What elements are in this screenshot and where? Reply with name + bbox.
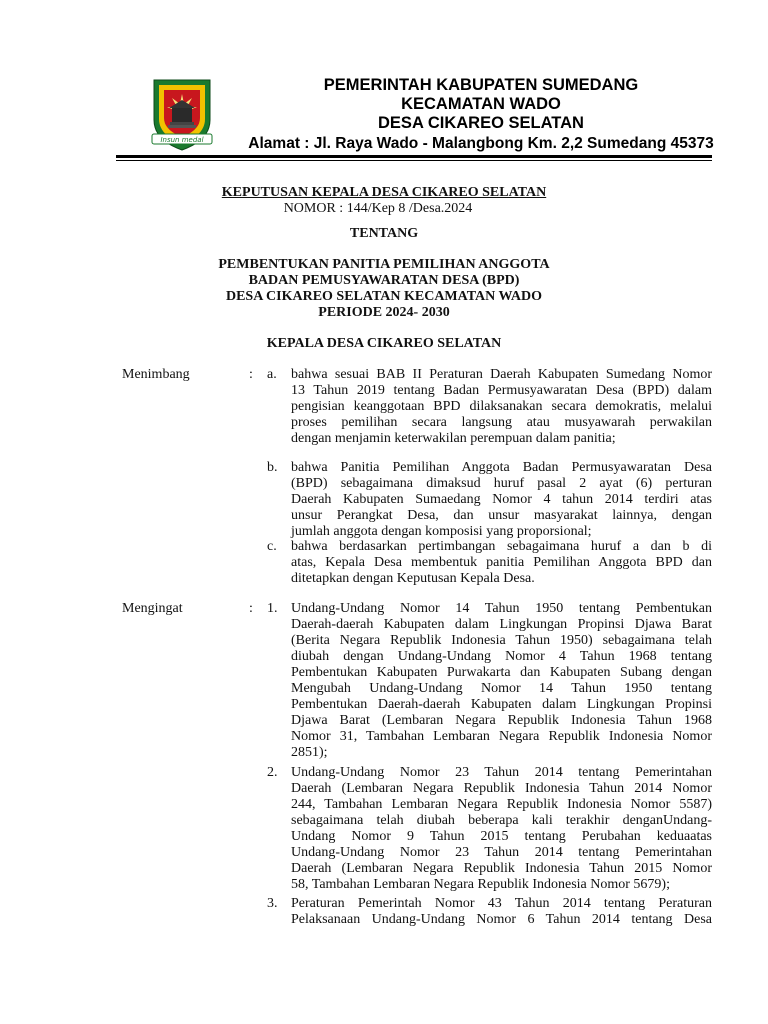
menimbang-colon: : — [249, 367, 253, 382]
decree-about: TENTANG — [349, 226, 419, 241]
letterhead-divider-thick — [116, 155, 712, 158]
letterhead — [236, 76, 726, 153]
decree-title: KEPUTUSAN KEPALA DESA CIKAREO SELATAN — [221, 185, 547, 200]
text-line: 58, Tambahan Lembaran Negara Republik Indonesia Nomor 5679); — [291, 877, 670, 892]
decree-subject-line: DESA CIKAREO SELATAN KECAMATAN WADO — [225, 289, 543, 304]
letterhead-village: DESA CIKAREO SELATAN — [378, 114, 584, 132]
decree-subject-line: PEMBENTUKAN PANITIA PEMILIHAN ANGGOTA — [218, 257, 550, 272]
text-line: atas, Kepala Desa membentuk panitia Pemilihan Anggota BPD dan — [291, 555, 712, 570]
text-line: diubah dengan Undang-Undang Nomor 4 Tahun 1968 tentang — [291, 649, 712, 664]
letterhead-district: KECAMATAN WADO — [401, 95, 561, 113]
letterhead-government: PEMERINTAH KABUPATEN SUMEDANG — [323, 76, 639, 94]
mengingat-marker-3: 3. — [267, 896, 278, 911]
text-line: 2851); — [291, 745, 328, 760]
mengingat-item-2 — [291, 765, 712, 893]
text-line: Daerah Kabupaten Sumaedang Nomor 4 tahun 2014 terdiri atas — [291, 492, 712, 507]
text-line: (Berita Negara Republik Indonesia Tahun 1950) sebagaimana telah — [291, 633, 712, 648]
menimbang-item-a — [291, 367, 712, 447]
regency-emblem-logo — [150, 76, 214, 152]
text-line: Pembentukan Daerah-daerah Kabupaten dalam Lingkungan Propinsi — [291, 697, 712, 712]
text-line: Undang-Undang Nomor 14 Tahun 1950 tentang Pembentukan — [291, 601, 712, 616]
menimbang-marker-b: b. — [267, 460, 278, 475]
text-line: Daerah (Lembaran Negara Republik Indonesia Tahun 2014 Nomor — [291, 781, 712, 796]
letterhead-address: Alamat : Jl. Raya Wado - Malangbong Km. 2,2 Sumedang 45373 — [248, 135, 714, 152]
text-line: proses pemilihan secara langsung atau musyawarah perwakilan — [291, 415, 712, 430]
mengingat-marker-2: 2. — [267, 765, 278, 780]
mengingat-item-1 — [291, 601, 712, 761]
text-line: Daerah (Lembaran Negara Republik Indonesia Tahun 2015 Nomor — [291, 861, 712, 876]
decree-number: NOMOR : 144/Kep 8 /Desa.2024 — [283, 201, 473, 216]
text-line: 244, Tambahan Lembaran Negara Republik Indonesia Nomor 5587) — [291, 797, 712, 812]
mengingat-item-3 — [291, 896, 712, 928]
menimbang-item-c — [291, 539, 712, 587]
text-line: dengan menjamin keterwakilan perempuan dalam panitia; — [291, 431, 616, 446]
text-line: Undang-Undang Nomor 23 Tahun 2014 tentang Pemerintahan — [291, 765, 712, 780]
text-line: pengisian keanggotaan BPD dilaksanakan secara demokratis, melalui — [291, 399, 712, 414]
text-line: Peraturan Pemerintah Nomor 43 Tahun 2014 tentang Peraturan — [291, 896, 712, 911]
letterhead-divider-thin — [116, 160, 712, 161]
text-line: unsur Perangkat Desa, dan unsur masyarakat lainnya, dengan — [291, 508, 712, 523]
decree-subject-line: PERIODE 2024- 2030 — [318, 305, 450, 320]
decree-authority: KEPALA DESA CIKAREO SELATAN — [266, 336, 502, 351]
text-line: Pembentukan Kabupaten Purwakarta dan Kabupaten Subang dengan — [291, 665, 712, 680]
text-line: Pelaksanaan Undang-Undang Nomor 6 Tahun 2014 tentang Desa — [291, 912, 712, 927]
mengingat-label: Mengingat — [122, 601, 183, 616]
mengingat-marker-1: 1. — [267, 601, 278, 616]
text-line: Djawa Barat (Lembaran Negara Republik Indonesia Tahun 1968 — [291, 713, 712, 728]
text-line: ditetapkan dengan Keputusan Kepala Desa. — [291, 571, 535, 586]
text-line: Undang Nomor 9 Tahun 2015 tentang Perubahan keduaatas — [291, 829, 712, 844]
text-line: Mengubah Undang-Undang Nomor 14 Tahun 1950 tentang — [291, 681, 712, 696]
text-line: bahwa berdasarkan pertimbangan sebagaimana huruf a dan b di — [291, 539, 712, 554]
menimbang-item-b — [291, 460, 712, 540]
decree-subject-line: BADAN PEMUSYAWARATAN DESA (BPD) — [248, 273, 520, 288]
menimbang-marker-c: c. — [267, 539, 277, 554]
mengingat-colon: : — [249, 601, 253, 616]
menimbang-marker-a: a. — [267, 367, 277, 382]
text-line: Undang-Undang Nomor 23 Tahun 2014 tentang Pemerintahan — [291, 845, 712, 860]
text-line: sebagaimana telah diubah beberapa kali terakhir denganUndang- — [291, 813, 712, 828]
text-line: bahwa sesuai BAB II Peraturan Daerah Kabupaten Sumedang Nomor — [291, 367, 712, 382]
menimbang-label: Menimbang — [122, 367, 190, 382]
text-line: (BPD) sebagaimana dimaksud huruf pasal 2 ayat (6) perturan — [291, 476, 712, 491]
text-line: Nomor 31, Tambahan Lembaran Negara Republik Indonesia Nomor — [291, 729, 712, 744]
text-line: Daerah-daerah Kabupaten dalam Lingkungan Propinsi Djawa Barat — [291, 617, 712, 632]
text-line: 13 Tahun 2019 tentang Badan Permusyawaratan Desa (BPD) dalam — [291, 383, 712, 398]
text-line: jumlah anggota dengan komposisi yang proporsional; — [291, 524, 592, 539]
logo-motto: Insun medal — [160, 136, 204, 144]
text-line: bahwa Panitia Pemilihan Anggota Badan Permusyawaratan Desa — [291, 460, 712, 475]
